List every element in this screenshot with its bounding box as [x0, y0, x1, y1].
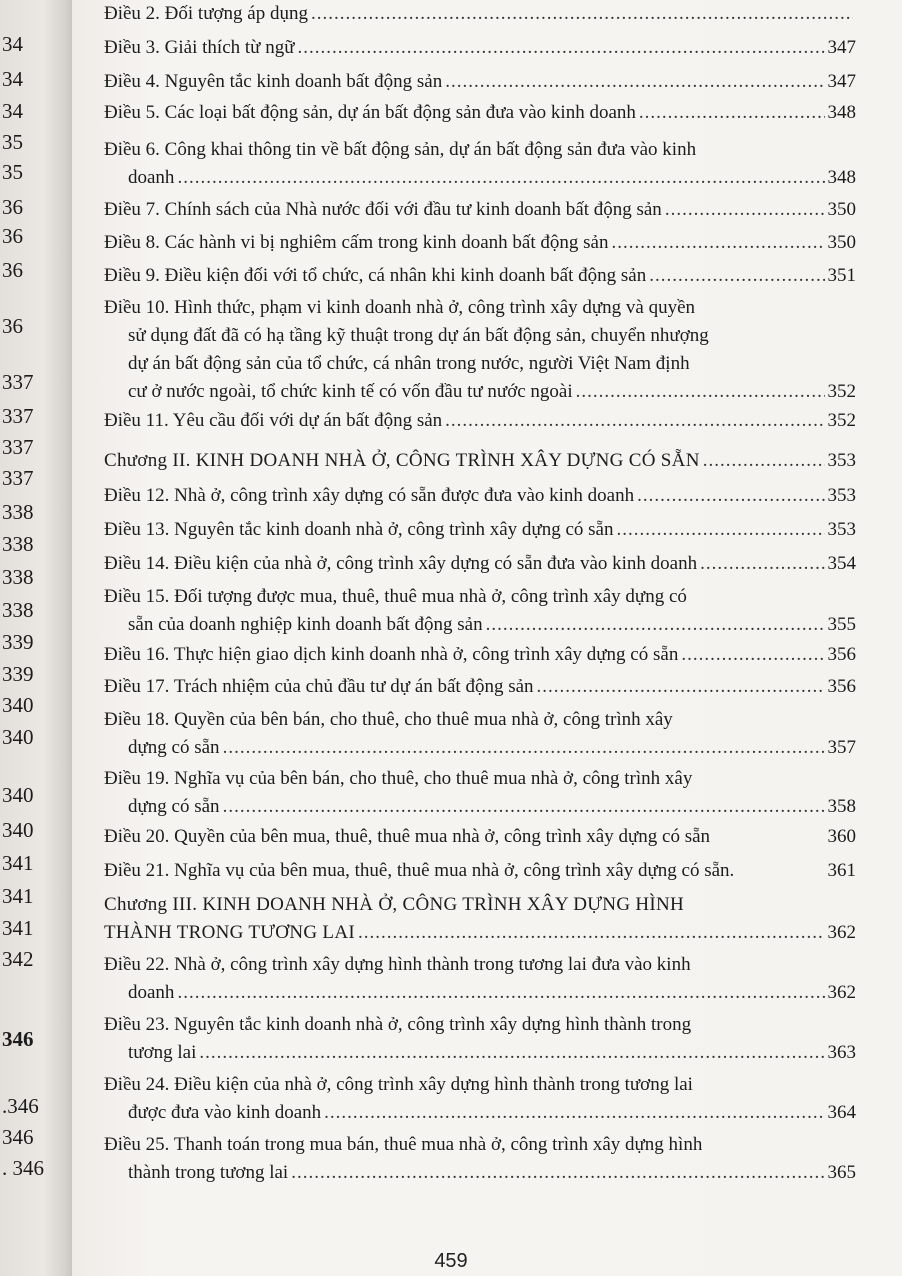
toc-entry-title: Điều 16. Thực hiện giao dịch kinh doanh nhà ở, công trình xây dựng có sẵn [104, 644, 679, 665]
dot-leader [665, 198, 825, 222]
toc-entry-title: sẵn của doanh nghiệp kinh doanh bất động sản [128, 614, 483, 635]
toc-page-number: 350 [827, 199, 856, 220]
toc-entry-title: Điều 3. Giải thích từ ngữ [104, 37, 295, 58]
toc-line [104, 1133, 856, 1161]
toc-line [104, 484, 856, 512]
toc-page-number: 353 [827, 450, 856, 471]
toc-page-number: 352 [827, 410, 856, 431]
previous-page-number: 338 [2, 598, 34, 622]
toc-entry-title: doanh [128, 167, 175, 188]
previous-page-number: 34 [2, 32, 23, 56]
previous-page-number: 35 [2, 160, 23, 184]
toc-entry-title: sử dụng đất đã có hạ tầng kỹ thuật trong dự án bất động sản, chuyển nhượng [128, 325, 709, 346]
previous-page-number: 337 [2, 466, 34, 490]
previous-page-number: 36 [2, 314, 23, 338]
dot-leader [223, 736, 825, 760]
dot-leader [445, 409, 824, 433]
previous-page-number: 346 [2, 1125, 34, 1149]
toc-entry-title: Điều 15. Đối tượng được mua, thuê, thuê mua nhà ở, công trình xây dựng có [104, 586, 687, 607]
toc-line [104, 859, 856, 887]
previous-page-number: 339 [2, 662, 34, 686]
toc-entry-title: Điều 5. Các loại bất động sản, dự án bất động sản đưa vào kinh doanh [104, 102, 636, 123]
previous-page-number: 340 [2, 725, 34, 749]
dot-leader [445, 70, 824, 94]
toc-page-number: 352 [827, 381, 856, 402]
previous-page-number: 346 [2, 1027, 34, 1051]
toc-line [104, 981, 856, 1009]
previous-page-number: 337 [2, 404, 34, 428]
toc-entry-title: được đưa vào kinh doanh [128, 1102, 322, 1123]
toc-entry-title: Chương III. KINH DOANH NHÀ Ở, CÔNG TRÌNH XÂY DỰNG HÌNH [104, 894, 685, 915]
toc-page-number: 362 [827, 982, 856, 1003]
dot-leader [616, 518, 824, 542]
toc-article-entry [104, 264, 856, 292]
dot-leader [537, 675, 825, 699]
toc-article-entry [104, 296, 856, 408]
toc-entry-title: Điều 19. Nghĩa vụ của bên bán, cho thuê, cho thuê mua nhà ở, công trình xây [104, 768, 693, 789]
dot-leader [358, 921, 825, 945]
toc-entry-title: Điều 18. Quyền của bên bán, cho thuê, cho thuê mua nhà ở, công trình xây [104, 709, 673, 730]
toc-article-entry [104, 138, 856, 194]
toc-entry-title: Điều 8. Các hành vi bị nghiêm cấm trong kinh doanh bất động sản [104, 232, 609, 253]
toc-line [104, 2, 856, 30]
toc-line [104, 36, 856, 64]
previous-page-number: 338 [2, 500, 34, 524]
toc-entry-title: Điều 13. Nguyên tắc kinh doanh nhà ở, công trình xây dựng có sẵn [104, 519, 614, 540]
toc-line [104, 1041, 856, 1069]
dot-leader [649, 264, 824, 288]
previous-page-number: 35 [2, 130, 23, 154]
dot-leader [576, 380, 825, 404]
toc-entry-title: dự án bất động sản của tổ chức, cá nhân trong nước, người Việt Nam định [128, 353, 690, 374]
toc-page-number: 364 [827, 1102, 856, 1123]
toc-line [104, 352, 856, 380]
toc-page-number: 362 [827, 922, 856, 943]
toc-line [104, 825, 856, 853]
toc-article-entry [104, 953, 856, 1009]
toc-article-entry [104, 70, 856, 98]
previous-page-number: 340 [2, 783, 34, 807]
toc-line [104, 736, 856, 764]
toc-article-entry [104, 518, 856, 546]
toc-page-number: 363 [827, 1042, 856, 1063]
dot-leader [611, 231, 824, 255]
dot-leader [223, 795, 825, 819]
toc-page-number: 351 [827, 265, 856, 286]
previous-page-number: 36 [2, 195, 23, 219]
previous-page-number: 338 [2, 532, 34, 556]
toc-line [104, 296, 856, 324]
previous-page-number: 339 [2, 630, 34, 654]
previous-page-number: 341 [2, 851, 34, 875]
toc-line [104, 1073, 856, 1101]
toc-line [104, 409, 856, 437]
toc-article-entry [104, 198, 856, 226]
toc-line [104, 921, 856, 949]
toc-article-entry [104, 643, 856, 671]
previous-page-number: 34 [2, 67, 23, 91]
toc-line [104, 708, 856, 736]
toc-line [104, 585, 856, 613]
toc-entry-title: cư ở nước ngoài, tổ chức kinh tế có vốn đầu tư nước ngoài [128, 381, 573, 402]
previous-page-number: . 346 [2, 1156, 44, 1180]
toc-page-number: 353 [827, 519, 856, 540]
toc-line [104, 138, 856, 166]
toc-article-entry [104, 585, 856, 641]
dot-leader [700, 552, 824, 576]
toc-entry-title: Điều 20. Quyền của bên mua, thuê, thuê mua nhà ở, công trình xây dựng có sẵn [104, 826, 711, 847]
previous-page-number: 341 [2, 884, 34, 908]
toc-entry-title: Điều 9. Điều kiện đối với tổ chức, cá nhân khi kinh doanh bất động sản [104, 265, 647, 286]
previous-page-number: 338 [2, 565, 34, 589]
toc-article-entry [104, 767, 856, 823]
toc-page-number: 360 [827, 826, 856, 847]
toc-article-entry [104, 859, 856, 887]
toc-chapter-entry [104, 893, 856, 949]
toc-entry-title: Điều 23. Nguyên tắc kinh doanh nhà ở, công trình xây dựng hình thành trong [104, 1014, 692, 1035]
toc-entry-title: Điều 11. Yêu cầu đối với dự án bất động sản [104, 410, 443, 431]
dot-leader [639, 101, 825, 125]
toc-article-entry [104, 675, 856, 703]
toc-line [104, 449, 856, 477]
previous-page-number: 34 [2, 99, 23, 123]
previous-page-number: 340 [2, 818, 34, 842]
toc-entry-title: Điều 2. Đối tượng áp dụng [104, 3, 308, 24]
previous-page-number: 337 [2, 370, 34, 394]
toc-page-number: 347 [827, 71, 856, 92]
dot-leader [298, 36, 825, 60]
toc-article-entry [104, 231, 856, 259]
toc-line [104, 231, 856, 259]
previous-page-number: 36 [2, 224, 23, 248]
dot-leader [177, 981, 824, 1005]
toc-line [104, 613, 856, 641]
toc-page-number: 356 [827, 644, 856, 665]
toc-article-entry [104, 1013, 856, 1069]
toc-entry-title: THÀNH TRONG TƯƠNG LAI [104, 922, 355, 943]
toc-entry-title: dựng có sẵn [128, 796, 220, 817]
toc-article-entry [104, 101, 856, 129]
toc-entry-title: Điều 10. Hình thức, phạm vi kinh doanh nhà ở, công trình xây dựng và quyền [104, 297, 696, 318]
toc-line [104, 324, 856, 352]
toc-line [104, 70, 856, 98]
toc-line [104, 264, 856, 292]
toc-entry-title: tương lai [128, 1042, 197, 1063]
toc-entry-title: Điều 12. Nhà ở, công trình xây dựng có sẵn được đưa vào kinh doanh [104, 485, 635, 506]
toc-line [104, 643, 856, 671]
previous-page-number: 342 [2, 947, 34, 971]
dot-leader [324, 1101, 824, 1125]
dot-leader [177, 166, 824, 190]
toc-line [104, 795, 856, 823]
previous-page-number: 36 [2, 258, 23, 282]
toc-entry-title: Điều 25. Thanh toán trong mua bán, thuê mua nhà ở, công trình xây dựng hình [104, 1134, 703, 1155]
toc-entry-title: dựng có sẵn [128, 737, 220, 758]
toc-line [104, 518, 856, 546]
toc-entry-title: Điều 14. Điều kiện của nhà ở, công trình xây dựng có sẵn đưa vào kinh doanh [104, 553, 698, 574]
dot-leader [199, 1041, 824, 1065]
previous-page-number: 340 [2, 693, 34, 717]
toc-line [104, 1161, 856, 1189]
toc-line [104, 675, 856, 703]
toc-line [104, 1013, 856, 1041]
toc-page-number: 356 [827, 676, 856, 697]
toc-entry-title: doanh [128, 982, 175, 1003]
toc-line [104, 380, 856, 408]
toc-page-number: 350 [827, 232, 856, 253]
toc-page-number: 355 [827, 614, 856, 635]
toc-line [104, 953, 856, 981]
toc-article-entry [104, 552, 856, 580]
dot-leader [291, 1161, 824, 1185]
toc-entry-title: Điều 7. Chính sách của Nhà nước đối với đầu tư kinh doanh bất động sản [104, 199, 662, 220]
toc-entry-title: Điều 17. Trách nhiệm của chủ đầu tư dự án bất động sản [104, 676, 534, 697]
toc-page-number: 347 [827, 37, 856, 58]
toc-entry-title: Điều 24. Điều kiện của nhà ở, công trình xây dựng hình thành trong tương lai [104, 1074, 693, 1095]
toc-page-number: 348 [827, 102, 856, 123]
previous-page-number: 341 [2, 916, 34, 940]
dot-leader [311, 2, 853, 26]
toc-line [104, 166, 856, 194]
toc-line [104, 552, 856, 580]
toc-line [104, 767, 856, 795]
toc-article-entry [104, 36, 856, 64]
toc-page-number: 358 [827, 796, 856, 817]
toc-entry-title: Điều 21. Nghĩa vụ của bên mua, thuê, thuê mua nhà ở, công trình xây dựng có sẵn. [104, 860, 735, 881]
dot-leader [486, 613, 825, 637]
toc-entry-title: Điều 6. Công khai thông tin về bất động sản, dự án bất động sản đưa vào kinh [104, 139, 697, 160]
toc-article-entry [104, 484, 856, 512]
page-number: 459 [434, 1250, 468, 1272]
toc-page-number: 353 [827, 485, 856, 506]
toc-entry-title: Chương II. KINH DOANH NHÀ Ở, CÔNG TRÌNH XÂY DỰNG CÓ SẴN [104, 450, 700, 471]
toc-page-number: 348 [827, 167, 856, 188]
toc-line [104, 198, 856, 226]
dot-leader [703, 449, 825, 473]
toc-article-entry [104, 1073, 856, 1129]
toc-article-entry [104, 1133, 856, 1189]
toc-article-entry [104, 825, 856, 853]
toc-page-number: 361 [827, 860, 856, 881]
toc-line [104, 893, 856, 921]
toc-chapter-entry [104, 449, 856, 477]
toc-entry-title: Điều 22. Nhà ở, công trình xây dựng hình thành trong tương lai đưa vào kinh [104, 954, 691, 975]
toc-page-number: 365 [827, 1162, 856, 1183]
toc-entry-title: thành trong tương lai [128, 1162, 289, 1183]
toc-article-entry [104, 409, 856, 437]
toc-entry-title: Điều 4. Nguyên tắc kinh doanh bất động sản [104, 71, 443, 92]
toc-article-entry [104, 708, 856, 764]
toc-page-number: 354 [827, 553, 856, 574]
toc-line [104, 1101, 856, 1129]
dot-leader [637, 484, 824, 508]
previous-page-number: 337 [2, 435, 34, 459]
toc-page-number: 357 [827, 737, 856, 758]
toc-line [104, 101, 856, 129]
previous-page-number: .346 [2, 1094, 39, 1118]
dot-leader [681, 643, 824, 667]
toc-article-entry [104, 2, 856, 30]
